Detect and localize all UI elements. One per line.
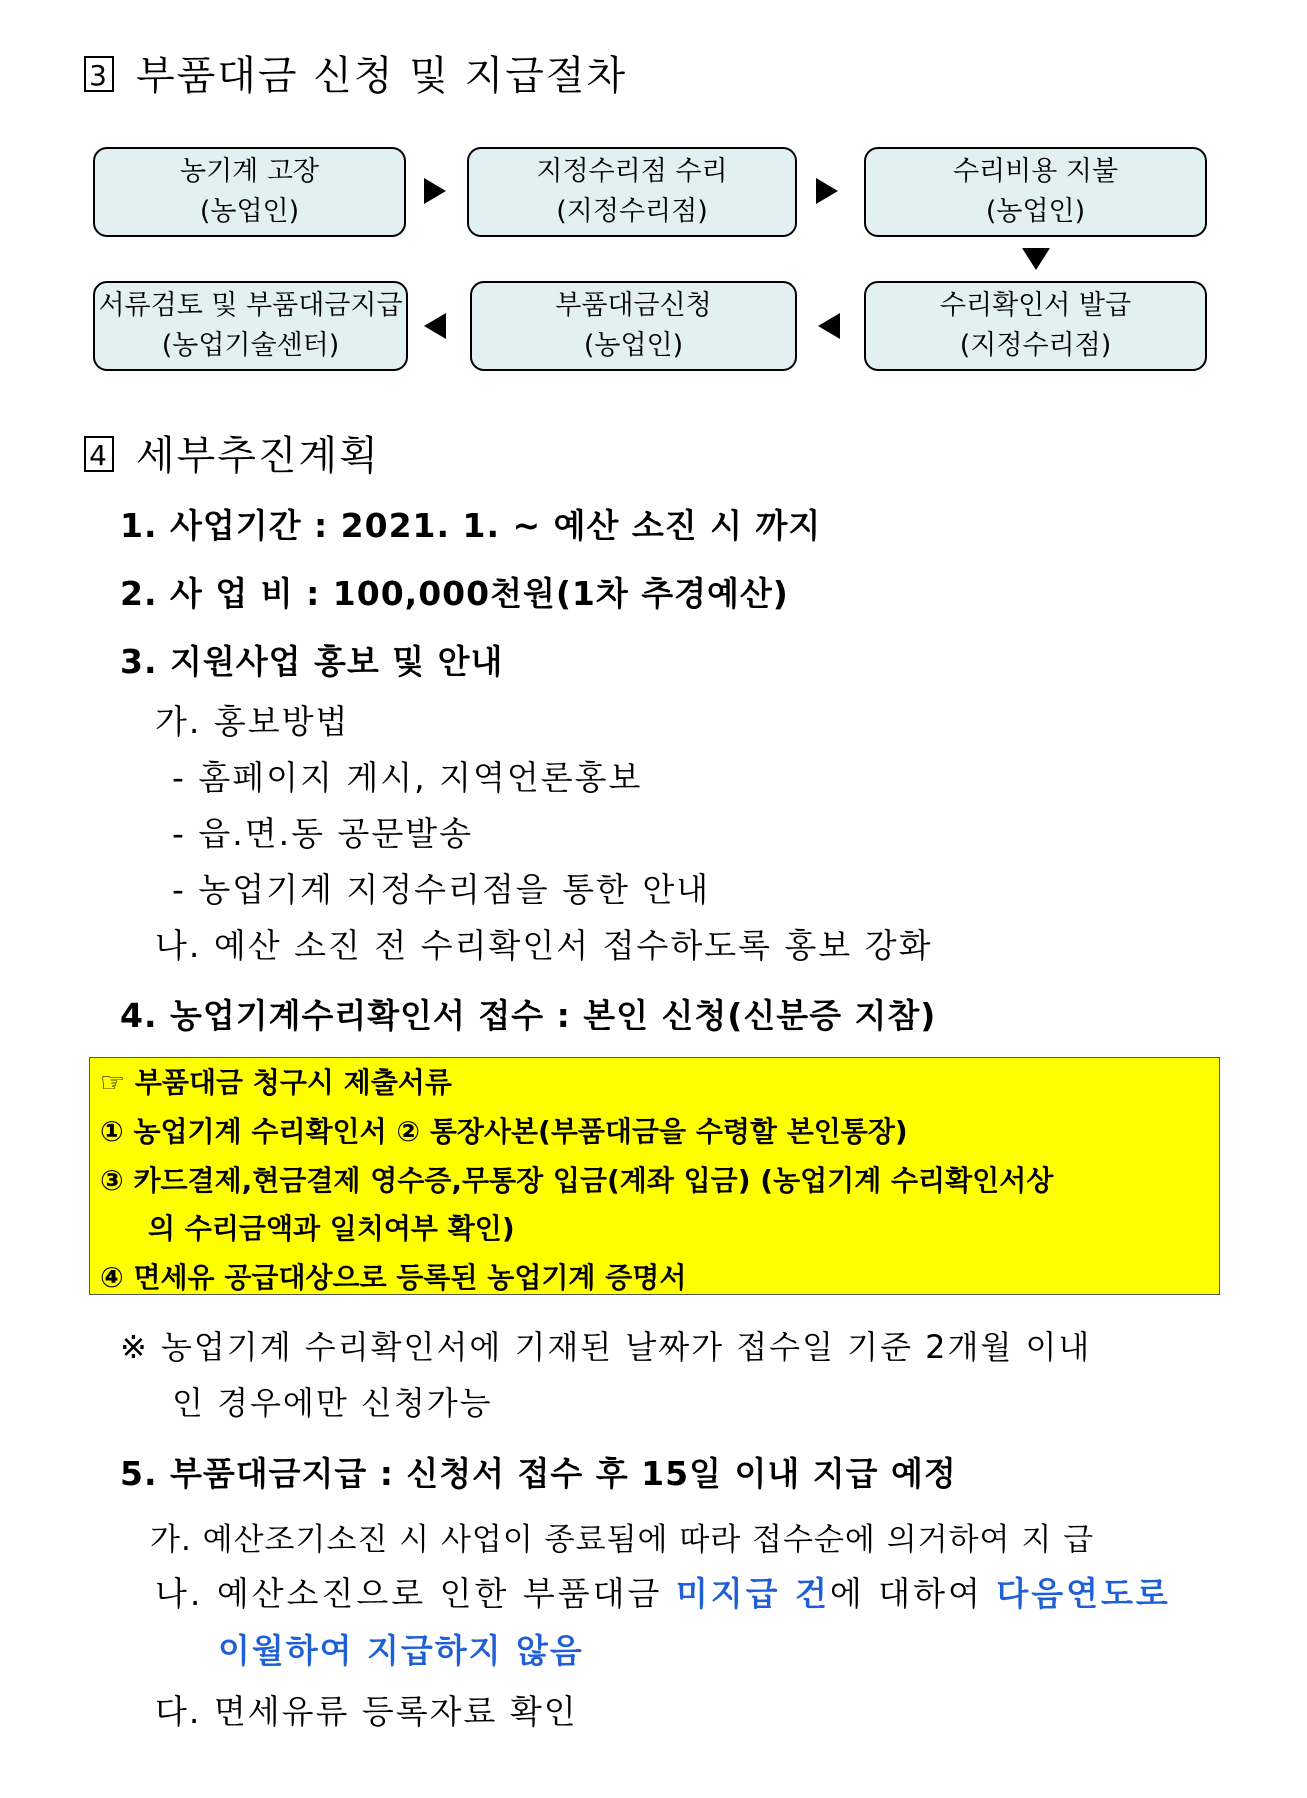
required-documents-box [89,1057,1220,1295]
payment-note-c: 다. 면세유류 등록자료 확인 [155,1692,578,1731]
emphasis-no-carryover: 이월하여 지급하지 않음 [218,1631,584,1670]
flow-step-label: 부품대금신청 [555,290,712,321]
section-4-heading [84,424,380,481]
flow-step-label: 수리확인서 발급 [939,290,1132,321]
documents-heading: ☞ 부품대금 청구시 제출서류 [100,1066,452,1099]
arrow-left-icon [818,313,840,339]
flow-step-certificate [864,281,1207,371]
item-certificate-reception: 4. 농업기계수리확인서 접수 : 본인 신청(신분증 지참) [120,996,937,1035]
flow-step-actor: (농업인) [985,196,1086,227]
arrow-down-icon [1022,248,1050,270]
note-line: 인 경우에만 신청가능 [172,1384,493,1422]
documents-line: 의 수리금액과 일치여부 확인) [148,1212,515,1245]
item-promotion: 3. 지원사업 홍보 및 안내 [120,642,504,681]
flow-step-label: 농기계 고장 [180,156,319,187]
flow-step-label: 서류검토 및 부품대금지급 [98,290,403,321]
documents-line: ① 농업기계 수리확인서 ② 통장사본(부품대금을 수령할 본인통장) [100,1115,908,1148]
promotion-method-item: - 홈페이지 게시, 지역언론홍보 [172,758,643,797]
flow-step-repair [467,147,797,237]
section-number-box: 3 [84,56,114,92]
note-line: ※ 농업기계 수리확인서에 기재된 날짜가 접수일 기준 2개월 이내 [120,1328,1092,1366]
documents-line: ④ 면세유 공급대상으로 등록된 농업기계 증명서 [100,1261,687,1294]
payment-note-b-text: 에 대하여 [829,1574,997,1613]
section-3-title: 부품대금 신청 및 지급절차 [136,53,628,99]
arrow-left-icon [424,313,446,339]
emphasis-unpaid: 미지급 건 [675,1574,830,1613]
item-payment: 5. 부품대금지급 : 신청서 접수 후 15일 이내 지급 예정 [120,1454,957,1493]
payment-note-b-text: 나. 예산소진으로 인한 부품대금 [155,1574,676,1613]
payment-note-b [155,1568,1171,1615]
flow-step-payment [864,147,1207,237]
flow-step-actor: (지정수리점) [556,196,708,227]
emphasis-next-year: 다음연도로 [996,1574,1171,1613]
flow-step-review [93,281,408,371]
flow-step-actor: (농업인) [199,196,300,227]
flow-step-label: 수리비용 지불 [952,156,1119,187]
promotion-method: 가. 홍보방법 [155,702,350,741]
promotion-method-item: - 읍.면.동 공문발송 [172,814,474,853]
section-number-box: 4 [84,436,114,472]
promotion-strengthen: 나. 예산 소진 전 수리확인서 접수하도록 홍보 강화 [155,926,933,965]
flow-step-breakdown [93,147,406,237]
payment-note-a: 가. 예산조기소진 시 사업이 종료됨에 따라 접수순에 의거하여 지 급 [150,1522,1095,1558]
section-3-heading [84,44,627,101]
flow-step-actor: (농업인) [583,330,684,361]
flow-step-actor: (농업기술센터) [161,330,340,361]
flow-step-actor: (지정수리점) [959,330,1112,361]
flow-step-application [470,281,797,371]
section-4-title: 세부추진계획 [136,433,380,479]
item-budget: 2. 사 업 비 : 100,000천원(1차 추경예산) [120,574,789,613]
item-period: 1. 사업기간 : 2021. 1. ~ 예산 소진 시 까지 [120,506,822,545]
arrow-right-icon [816,178,838,204]
promotion-method-item: - 농업기계 지정수리점을 통한 안내 [172,870,711,909]
arrow-right-icon [424,178,446,204]
flow-step-label: 지정수리점 수리 [536,156,728,187]
documents-line: ③ 카드결제,현금결제 영수증,무통장 입금(계좌 입금) (농업기계 수리확인서상 [100,1164,1054,1197]
